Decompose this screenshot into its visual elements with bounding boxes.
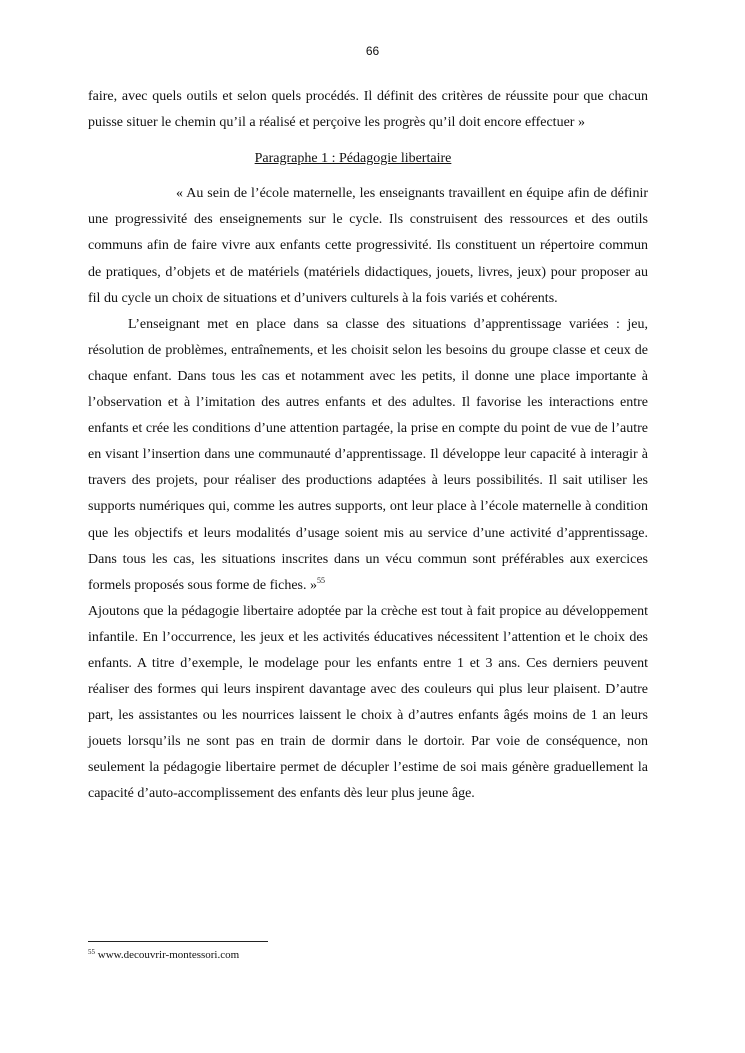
quote-paragraph-2 xyxy=(88,312,648,599)
intro-paragraph: faire, avec quels outils et selon quels procédés. Il définit des critères de réussite pour que chacun puisse situer le chemin qu’il a réalisé et perçoive les progrès qu’il doit encore effectuer » xyxy=(88,89,648,131)
footnote xyxy=(88,948,239,962)
footnote-number: 55 xyxy=(88,948,95,956)
footnote-reference[interactable]: 55 xyxy=(317,575,326,585)
quote-paragraph-1: « Au sein de l’école maternelle, les enseignants travaillent en équipe afin de définir une progressivité des enseignements sur le cycle. Ils construisent des ressources et des outils communs afin de faire vivre aux enfants cette progressivité. Ils constituent un répertoire commun de pratiques, d’objets et de matériels (matériels didactiques, jouets, livres, jeux) pour proposer au fil du cycle un choix de situations et d’univers culturels à la fois variés et cohérents. xyxy=(88,186,648,306)
footnote-link[interactable]: www.decouvrir-montessori.com xyxy=(97,949,240,961)
footnote-separator xyxy=(88,941,268,942)
body-paragraph: Ajoutons que la pédagogie libertaire adoptée par la crèche est tout à fait propice au développement infantile. En l’occurrence, les jeux et les activités éducatives nécessitent l’attention et le choix des enfants. A titre d’exemple, le modelage pour les enfants entre 1 et 3 ans. Ces derniers peuvent réaliser des formes qui leurs inspirent davantage avec des couleurs qui plus leur plaisent. D’autre part, les assistantes ou les nourrices laissent le choix à d’autres enfants âgés moins de 1 an leurs jouets lorsqu’ils ne sont pas en train de dormir dans le dortoir. Par voie de conséquence, non seulement la pédagogie libertaire permet de décupler l’estime de soi mais génère graduellement la capacité d’auto-accomplissement des enfants dès leur plus jeune âge. xyxy=(88,603,648,802)
document-body xyxy=(88,84,648,808)
quote-paragraph-2-text: L’enseignant met en place dans sa classe des situations d’apprentissage variées : jeu, résolution de problèmes, entraînements, et les choisit selon les besoins du groupe classe et ceux de chaque enfant. Dans tous les cas et notamment avec les petits, il donne une place importante à l’observation et à l’imitation des autres enfants et des adultes. Il favorise les interactions entre enfants et crée les conditions d’une attention partagée, la prise en compte du point de vue de l’autre en visant l’insertion dans une communauté d’apprentissage. Il développe leur capacité à interagir à travers des projets, pour réaliser des productions adaptées à leurs possibilités. Il sait utiliser les supports numériques qui, comme les autres supports, ont leur place à l’école maternelle à condition que les objectifs et leurs modalités d’usage soient mis au service d’une activité d’apprentissage. Dans tous les cas, les situations inscrites dans un vécu commun sont préférables aux exercices formels proposés sous forme de fiches. » xyxy=(88,316,648,593)
section-heading: Paragraphe 1 : Pédagogie libertaire xyxy=(254,151,452,167)
page-number: 66 xyxy=(365,44,380,58)
